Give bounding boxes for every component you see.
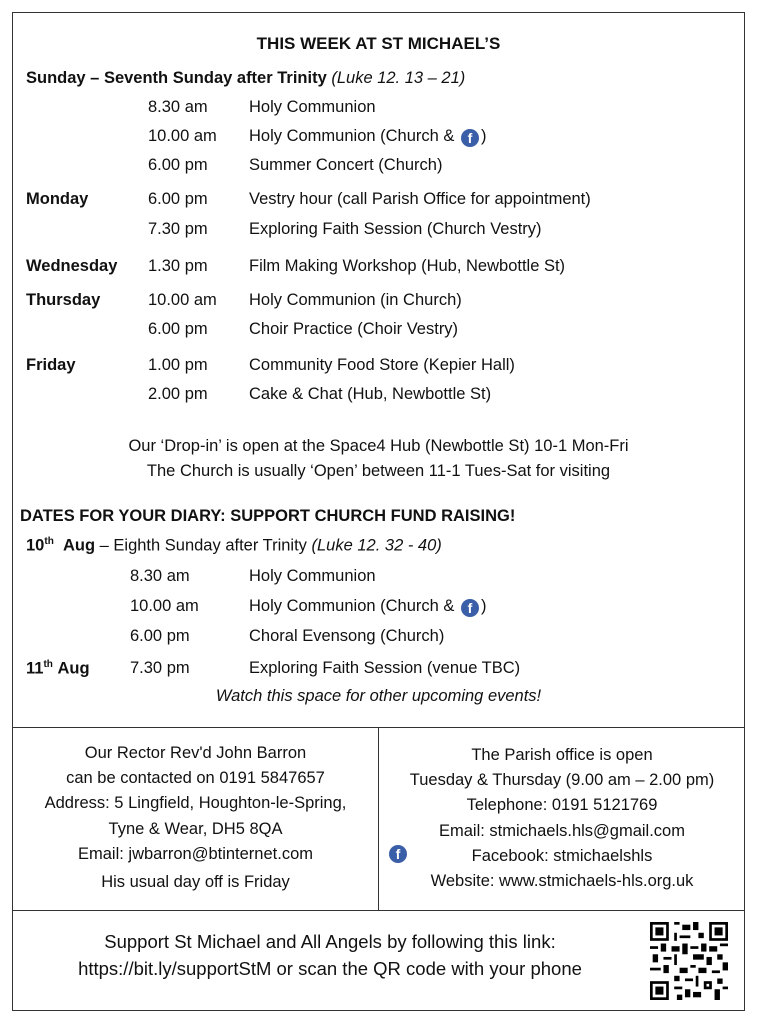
diary-heading: DATES FOR YOUR DIARY: SUPPORT CHURCH FUND RAISING! (20, 507, 516, 525)
monday-time-2: 7.30 pm (148, 220, 208, 238)
dropin-notice: Our ‘Drop-in’ is open at the Space4 Hub (Newbottle St) 10-1 Mon-Fri (128, 437, 629, 455)
rector-email[interactable]: Email: jwbarron@btinternet.com (77, 844, 313, 863)
watch-notice: Watch this space for other upcoming events! (215, 687, 542, 705)
wednesday-label: Wednesday (26, 257, 118, 275)
friday-event-1: Community Food Store (Kepier Hall) (249, 356, 515, 374)
friday-time-1: 1.00 pm (148, 356, 208, 374)
sunday-event-1: Holy Communion (249, 98, 376, 116)
support-line-1: Support St Michael and All Angels by following this link: (104, 931, 556, 952)
friday-label: Friday (26, 356, 76, 374)
rector-line-4: Tyne & Wear, DH5 8QA (108, 819, 283, 838)
aug11-date (26, 659, 90, 679)
monday-time-1: 6.00 pm (148, 190, 208, 208)
divider-vertical (378, 728, 379, 911)
friday-time-2: 2.00 pm (148, 385, 208, 403)
sunday-heading-text: Sunday – Seventh Sunday after Trinity (26, 69, 327, 87)
support-link[interactable]: https://bit.ly/supportStM or scan the QR code with your phone (78, 958, 582, 979)
sunday-time-2: 10.00 am (148, 127, 217, 145)
aug10-time-1: 8.30 am (130, 567, 190, 585)
aug10-event-2 (249, 597, 487, 617)
rector-box (13, 741, 378, 895)
aug10-sup: th (44, 536, 54, 547)
rector-line-2: can be contacted on 0191 5847657 (66, 769, 325, 788)
aug11-month: Aug (57, 659, 90, 678)
office-box (380, 743, 744, 894)
facebook-icon: f (461, 599, 479, 617)
divider-bottom (12, 910, 745, 911)
sunday-event-2 (249, 127, 487, 147)
facebook-icon: f (461, 129, 479, 147)
monday-event-1: Vestry hour (call Parish Office for appointment) (249, 190, 591, 208)
wednesday-time-1: 1.30 pm (148, 257, 208, 275)
aug10-event-3: Choral Evensong (Church) (249, 627, 445, 645)
thursday-event-2: Choir Practice (Choir Vestry) (249, 320, 459, 338)
office-line-1: The Parish office is open (471, 746, 653, 764)
aug10-time-3: 6.00 pm (130, 627, 190, 645)
sunday-heading (26, 69, 465, 88)
office-line-2: Tuesday & Thursday (9.00 am – 2.00 pm) (409, 771, 715, 790)
thursday-time-1: 10.00 am (148, 291, 217, 309)
thursday-time-2: 6.00 pm (148, 320, 208, 338)
aug10-day: 10 (26, 536, 45, 555)
aug10-month: Aug (62, 536, 96, 555)
aug10-time-2: 10.00 am (130, 597, 199, 615)
wednesday-event-1: Film Making Workshop (Hub, Newbottle St) (249, 257, 566, 275)
monday-label: Monday (26, 190, 89, 208)
sunday-time-3: 6.00 pm (148, 156, 208, 174)
office-website[interactable]: Website: www.stmichaels-hls.org.uk (430, 872, 694, 891)
sunday-event-3: Summer Concert (Church) (249, 156, 443, 174)
aug10-heading (26, 536, 442, 556)
sunday-event-2-text: Holy Communion (Church & (249, 127, 455, 145)
thursday-event-1: Holy Communion (in Church) (249, 291, 462, 309)
aug11-time: 7.30 pm (130, 659, 190, 677)
aug10-reading: (Luke 12. 32 - 40) (311, 536, 442, 555)
aug11-sup: th (43, 659, 53, 670)
monday-event-2: Exploring Faith Session (Church Vestry) (249, 220, 542, 238)
sunday-time-1: 8.30 am (148, 98, 208, 116)
office-email[interactable]: Email: stmichaels.hls@gmail.com (439, 821, 685, 840)
aug10-event-2-text: Holy Communion (Church & (249, 597, 455, 615)
qr-code-icon[interactable] (650, 922, 728, 1000)
facebook-icon: f (389, 845, 407, 863)
office-facebook[interactable]: Facebook: stmichaelshls (471, 846, 653, 865)
rector-line-3: Address: 5 Lingfield, Houghton-le-Spring, (44, 794, 347, 813)
aug11-event: Exploring Faith Session (venue TBC) (249, 659, 521, 677)
sunday-reading: (Luke 12. 13 – 21) (331, 69, 466, 87)
thursday-label: Thursday (26, 291, 101, 309)
friday-event-2: Cake & Chat (Hub, Newbottle St) (249, 385, 492, 403)
aug10-event-2-end: ) (481, 597, 487, 615)
open-notice: The Church is usually ‘Open’ between 11-1 Tues-Sat for visiting (146, 462, 611, 480)
rector-line-6: His usual day off is Friday (101, 873, 290, 892)
sunday-event-2-end: ) (481, 127, 487, 145)
page-title: THIS WEEK AT ST MICHAEL’S (256, 34, 501, 53)
aug10-event-1: Holy Communion (249, 567, 376, 585)
rector-line-1: Our Rector Rev'd John Barron (84, 744, 307, 762)
aug10-title: – Eighth Sunday after Trinity (95, 536, 312, 555)
aug11-day: 11 (26, 659, 44, 678)
office-phone: Telephone: 0191 5121769 (466, 796, 658, 815)
